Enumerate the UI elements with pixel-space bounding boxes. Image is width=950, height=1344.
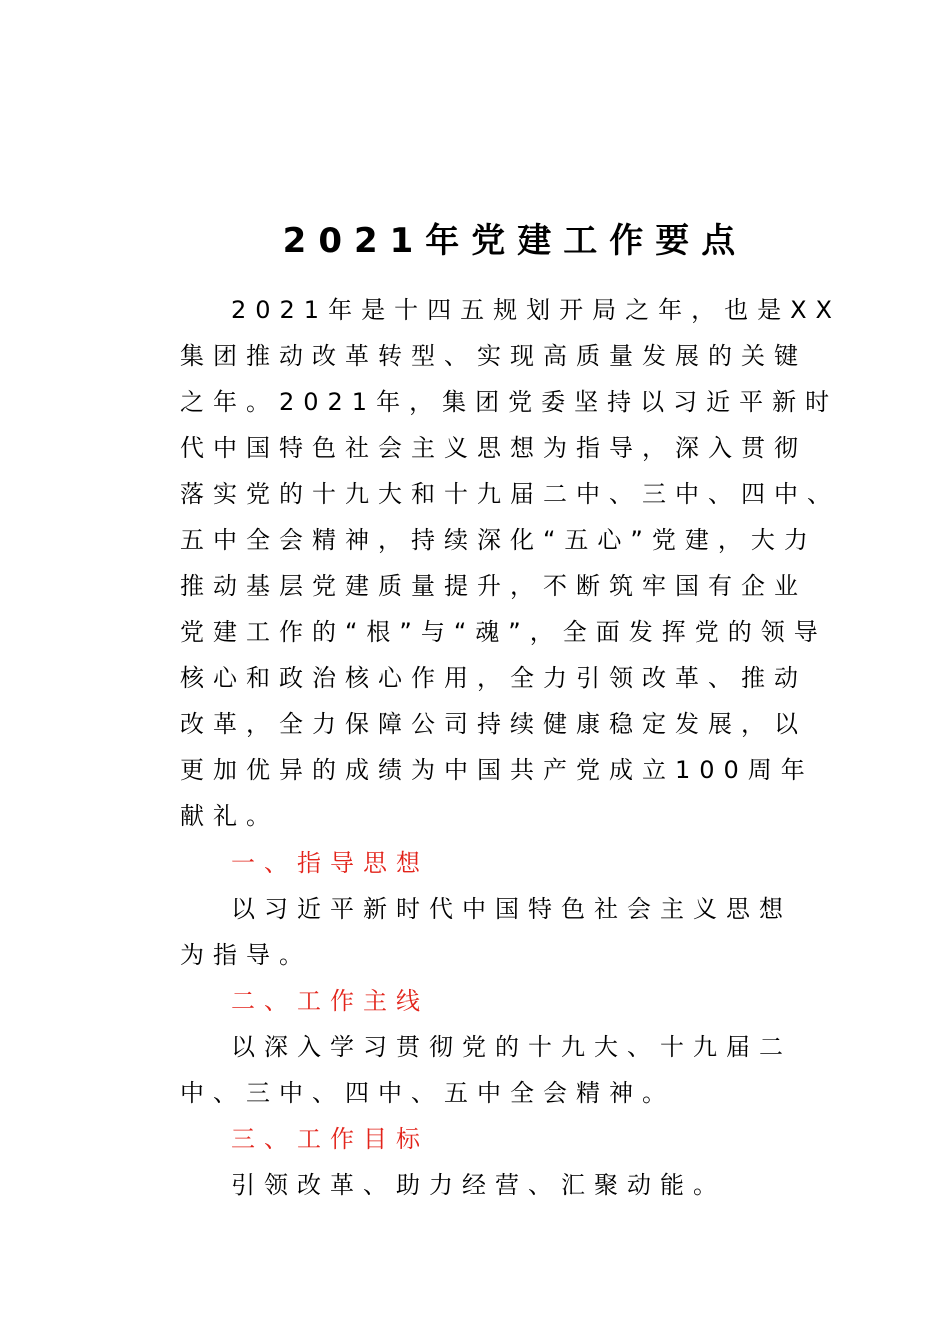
section-2-line-2: 中、三中、四中、五中全会精神。 bbox=[180, 1079, 675, 1107]
intro-line-2: 集团推动改革转型、实现高质量发展的关键 bbox=[180, 342, 807, 370]
document-title: 2021年党建工作要点 bbox=[282, 221, 748, 261]
section-heading-work-mainline: 二、工作主线 bbox=[231, 987, 429, 1015]
section-2-line-1: 以深入学习贯彻党的十九大、十九届二 bbox=[231, 1033, 792, 1061]
intro-line-1: 2021年是十四五规划开局之年，也是XX bbox=[231, 296, 841, 324]
section-3-line-1: 引领改革、助力经营、汇聚动能。 bbox=[231, 1171, 726, 1199]
intro-line-5: 落实党的十九大和十九届二中、三中、四中、 bbox=[180, 480, 840, 508]
intro-line-3: 之年。2021年，集团党委坚持以习近平新时 bbox=[180, 388, 839, 416]
intro-line-12: 献礼。 bbox=[180, 802, 279, 830]
intro-line-4: 代中国特色社会主义思想为指导，深入贯彻 bbox=[180, 434, 807, 462]
intro-line-7: 推动基层党建质量提升，不断筑牢国有企业 bbox=[180, 572, 807, 600]
intro-line-11: 更加优异的成绩为中国共产党成立100周年 bbox=[180, 756, 814, 784]
intro-line-8: 党建工作的“根”与“魂”，全面发挥党的领导 bbox=[180, 618, 827, 646]
section-1-line-1: 以习近平新时代中国特色社会主义思想 bbox=[231, 895, 792, 923]
intro-line-10: 改革，全力保障公司持续健康稳定发展，以 bbox=[180, 710, 807, 738]
section-heading-guiding-thought: 一、指导思想 bbox=[231, 849, 429, 877]
intro-line-9: 核心和政治核心作用，全力引领改革、推动 bbox=[180, 664, 807, 692]
intro-line-6: 五中全会精神，持续深化“五心”党建，大力 bbox=[180, 526, 817, 554]
section-heading-work-goals: 三、工作目标 bbox=[231, 1125, 429, 1153]
section-1-line-2: 为指导。 bbox=[180, 941, 312, 969]
